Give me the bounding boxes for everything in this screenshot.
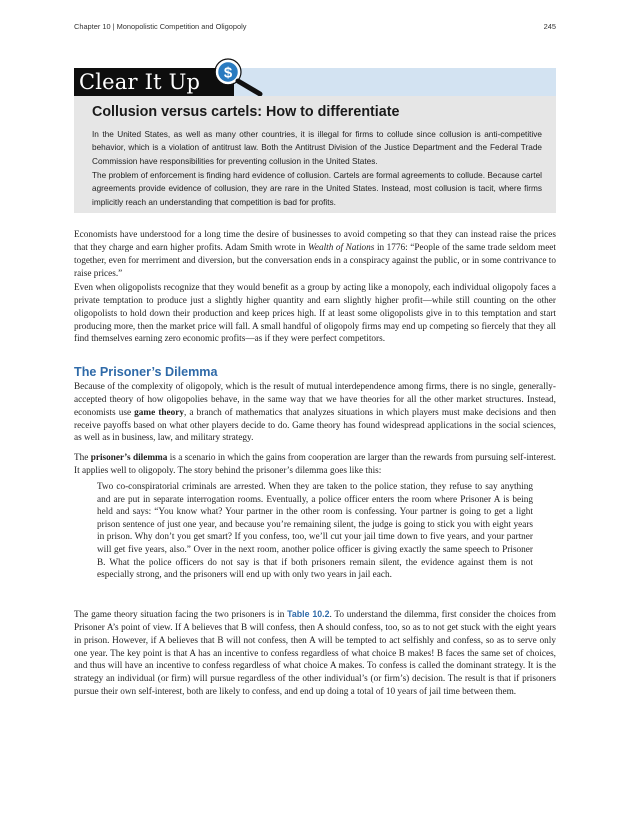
p1-text-a: Economists have understood for a long time the desire of businesses to avoid competing so that they can instead raise the prices that they charge and earn higher profits. Adam Smith wrote in <box>74 230 556 253</box>
magnifier-dollar-icon <box>214 58 266 98</box>
key-term-game-theory: game theory <box>134 407 185 418</box>
p3-text-a: Because of the complexity of oligopoly, which is the result of mutual interdependence among firms, there is no single, generally-accepted theory of how oligopolies behave, in the same way that we have theories for all the other market structures. Instead, economists use <box>74 382 556 418</box>
running-head-chapter: Chapter 10 | Monopolistic Competition and Oligopoly <box>74 22 247 31</box>
body-paragraph-4 <box>74 452 556 478</box>
key-term-prisoners-dilemma: prisoner’s dilemma <box>90 453 168 463</box>
body-paragraph-6 <box>74 608 556 699</box>
svg-text:$: $ <box>223 64 233 82</box>
p3-text-b: , a branch of mathematics that analyzes situations in which players must make decisions and then receive payoffs based on what other players decide to do. Game theory has found widespread applications in the social sciences, as well as in business, law, and military strategy. <box>74 407 557 444</box>
body-paragraph-3 <box>74 381 556 445</box>
page-number: 245 <box>543 22 556 31</box>
feature-title: Collusion versus cartels: How to differentiate <box>92 104 400 120</box>
block-quote: Two co-conspiratorial criminals are arrested. When they are taken to the police station, they refuse to say anything and are put in separate interrogation rooms. Eventually, a police officer enters the room where Prisoner A is being held and says: “You know what? Your partner in the other room is confessing. Your partner is going to get a light prison sentence of just one year, and because you’re remaining silent, the judge is going to stick you with eight years in prison. Why don’t you get smart? If you confess, too, we’ll cut your jail time down to five years, and your partner will get five years, also.” Over in the next room, another police officer is giving exactly the same speech to Prisoner B. What the police officers do not say is that if both prisoners remain silent, the evidence against them is not especially strong, and the prisoners will end up with only two years in jail each. <box>97 482 533 581</box>
page-header <box>74 22 556 36</box>
feature-paragraph-1: In the United States, as well as many other countries, it is illegal for firms to collude since collusion is anti-competitive behavior, which is a violation of antitrust law. Both the Antitrust Division of the Justice Department and the Federal Trade Commission have responsibilities for preventing collusion in the United States. <box>92 130 542 166</box>
section-heading: The Prisoner’s Dilemma <box>74 365 218 379</box>
p1-text-b: in 1776: “People of the same trade seldom meet together, even for merriment and diversion, but the conversation ends in a conspiracy against the public, or in some contrivance to raise prices.” <box>74 242 556 279</box>
p6-text-a: The game theory situation facing the two prisoners is in <box>74 610 288 620</box>
book-title: Wealth of Nations <box>308 242 375 253</box>
p4-text-a: The <box>74 453 91 463</box>
p6-text-b: . To understand the dilemma, first consider the choices from Prisoner A’s point of view. If A believes that B will confess, then A should confess, too, so as to not get stuck with the eight years in prison. However, if A believes that B will not confess, then A will be tempted to act selfishly and confess, so as to serve only one year. The key point is that A has an incentive to confess regardless of what choice B makes! B faces the same set of choices, and thus will have an incentive to confess regardless of what choice A makes. To confess is called the dominant strategy. It is the strategy an individual (or firm) will pursue regardless of the other individual’s (or firm’s) decision. The result is that if prisoners pursue their own self-interest, both are likely to confess, and end up doing a total of 10 years of jail time between them. <box>74 610 556 698</box>
table-reference-link[interactable]: Table 10.2 <box>287 609 330 619</box>
feature-paragraph-2: The problem of enforcement is finding hard evidence of collusion. Cartels are formal agreements to collude. Because cartel agreements provide evidence of collusion, they are rare in the United States. Instead, most collusion is tacit, where firms implicitly reach an understanding that competition is bad for profits. <box>92 171 542 207</box>
body-paragraph-2: Even when oligopolists recognize that they would benefit as a group by acting like a monopoly, each individual oligopoly faces a private temptation to produce just a slightly higher quantity and earn slightly higher profit—while still counting on the other oligopolists to hold down their production and keep prices high. If at least some oligopolists give in to this temptation and start producing more, then the market price will fall. A small handful of oligopoly firms may end up competing so fiercely that they all find themselves earning zero economic profits—as if they were perfect competitors. <box>74 283 556 345</box>
p4-text-b: is a scenario in which the gains from cooperation are larger than the rewards from pursuing self-interest. It applies well to oligopoly. The story behind the prisoner’s dilemma goes like this: <box>74 453 556 476</box>
body-paragraph-1 <box>74 229 556 280</box>
feature-label: Clear It Up <box>74 68 234 96</box>
